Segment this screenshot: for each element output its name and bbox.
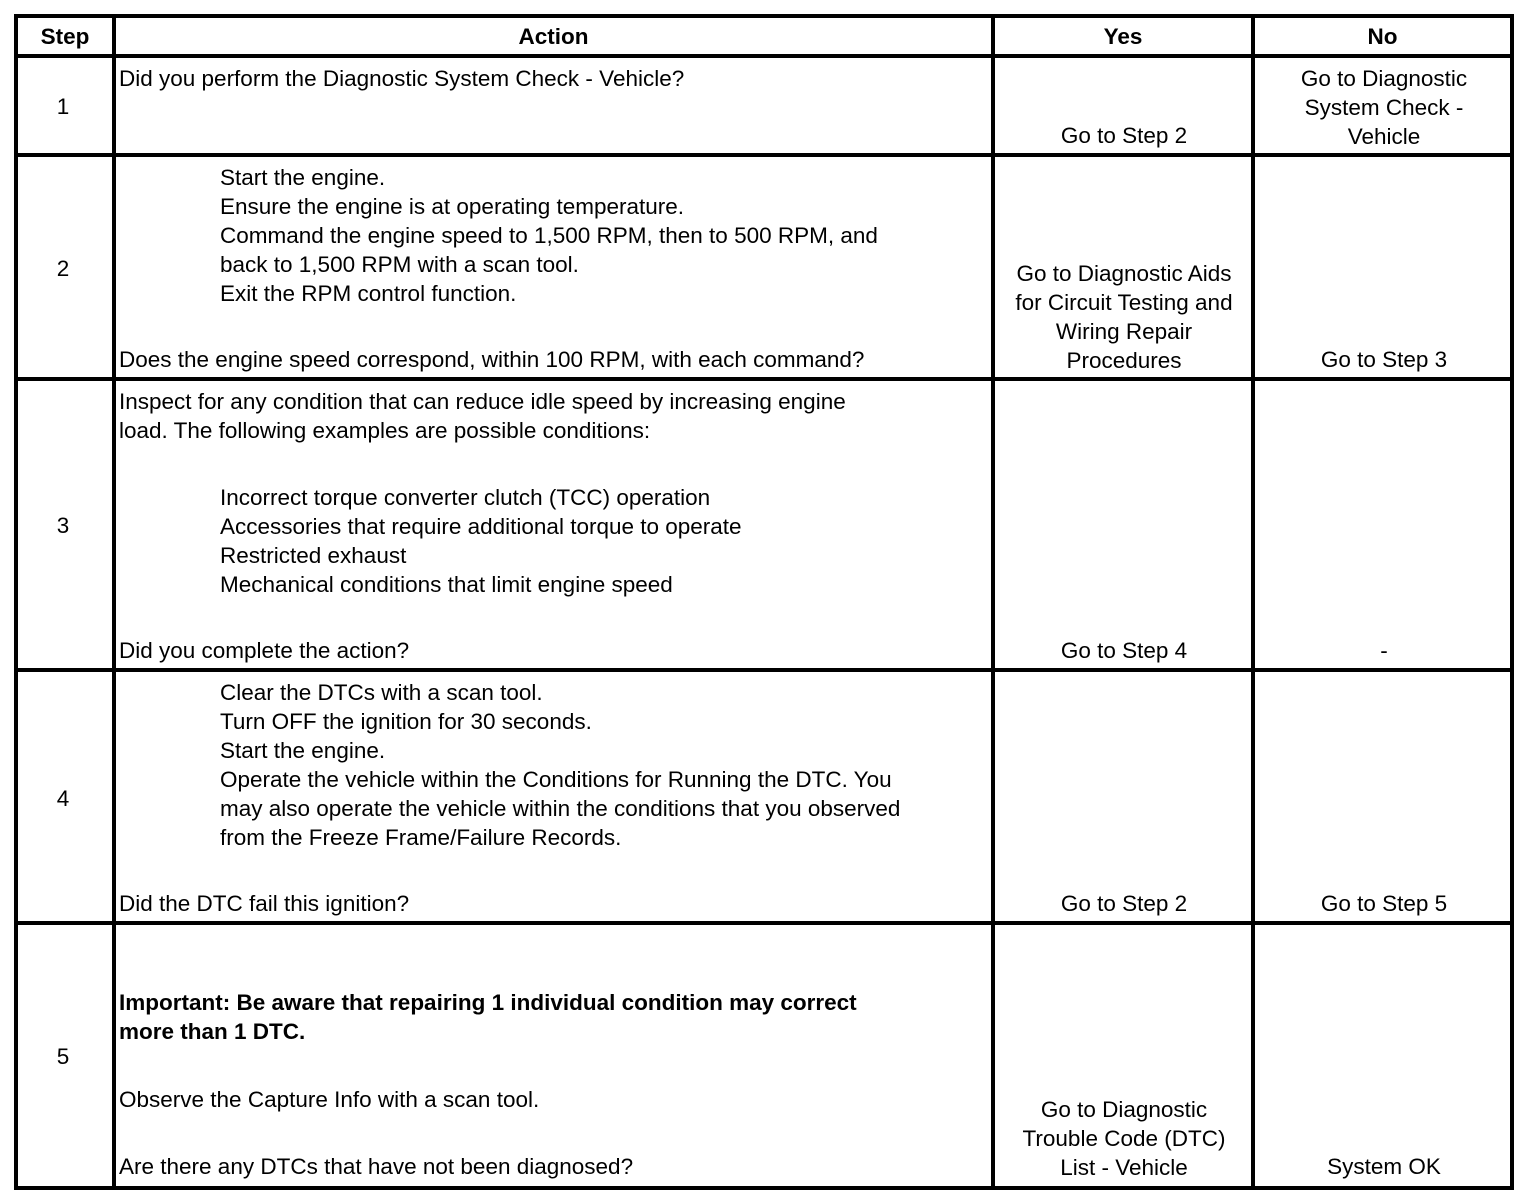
no-line: Go to Diagnostic xyxy=(1300,66,1468,91)
important-note xyxy=(119,988,989,1046)
header-no: No xyxy=(1367,24,1398,49)
yes-line: Go to Diagnostic Aids xyxy=(1016,261,1232,286)
action-intro xyxy=(119,387,989,445)
yes-line: Wiring Repair xyxy=(1055,319,1193,344)
important-line: Important: Be aware that repairing 1 individual condition may correct xyxy=(119,990,857,1015)
action-question: Did the DTC fail this ignition? xyxy=(119,891,410,916)
action-intro-line: Inspect for any condition that can reduce idle speed by increasing engine xyxy=(119,389,846,414)
yes-outcome xyxy=(997,121,1251,150)
yes-line: Go to Step 2 xyxy=(1060,123,1188,148)
header-yes: Yes xyxy=(1103,24,1143,49)
yes-outcome xyxy=(997,1095,1251,1182)
column-divider xyxy=(1251,14,1255,1190)
row-divider xyxy=(14,153,1514,157)
action-question: Did you perform the Diagnostic System Check - Vehicle? xyxy=(119,66,685,91)
yes-line: List - Vehicle xyxy=(1060,1155,1188,1180)
no-line: Go to Step 3 xyxy=(1320,347,1448,372)
action-step-line: Start the engine. xyxy=(220,165,386,190)
row-divider xyxy=(14,377,1514,381)
action-step-line: Command the engine speed to 1,500 RPM, then to 500 RPM, and xyxy=(220,223,878,248)
step-number: 4 xyxy=(56,786,70,811)
table-border-left xyxy=(14,14,18,1190)
diagnostic-table xyxy=(14,14,1514,1190)
header-step: Step xyxy=(40,24,90,49)
action-steps xyxy=(119,163,989,308)
action-step-line: Operate the vehicle within the Conditions for Running the DTC. You xyxy=(220,767,892,792)
action-step-line: Ensure the engine is at operating temperature. xyxy=(220,194,685,219)
action-step-line: Turn OFF the ignition for 30 seconds. xyxy=(220,709,592,734)
yes-outcome xyxy=(997,889,1251,918)
no-outcome xyxy=(1257,64,1511,151)
no-outcome xyxy=(1257,1152,1511,1181)
action-step-line: from the Freeze Frame/Failure Records. xyxy=(220,825,622,850)
important-line: more than 1 DTC. xyxy=(119,1019,306,1044)
action-instruction: Observe the Capture Info with a scan tool. xyxy=(119,1087,540,1112)
yes-line: Go to Step 4 xyxy=(1060,638,1188,663)
action-intro-line: load. The following examples are possible conditions: xyxy=(119,418,651,443)
header-action: Action xyxy=(518,24,589,49)
action-step-line: Accessories that require additional torque to operate xyxy=(220,514,742,539)
yes-line: Go to Diagnostic xyxy=(1040,1097,1208,1122)
row-divider xyxy=(14,921,1514,925)
action-question: Does the engine speed correspond, within 100 RPM, with each command? xyxy=(119,347,865,372)
no-line: Go to Step 5 xyxy=(1320,891,1448,916)
action-step-line: Mechanical conditions that limit engine speed xyxy=(220,572,673,597)
yes-line: Go to Step 2 xyxy=(1060,891,1188,916)
yes-line: Trouble Code (DTC) xyxy=(1022,1126,1226,1151)
column-divider xyxy=(112,14,116,1190)
table-border-right xyxy=(1510,14,1514,1190)
action-step-line: back to 1,500 RPM with a scan tool. xyxy=(220,252,579,277)
table-border-top xyxy=(14,14,1514,18)
action-question: Are there any DTCs that have not been diagnosed? xyxy=(119,1154,634,1179)
action-step-line: Incorrect torque converter clutch (TCC) operation xyxy=(220,485,711,510)
action-step-line: Exit the RPM control function. xyxy=(220,281,517,306)
table-border-bottom xyxy=(14,1186,1514,1190)
column-divider xyxy=(991,14,995,1190)
step-number: 5 xyxy=(56,1044,70,1069)
step-number: 3 xyxy=(56,513,70,538)
no-outcome xyxy=(1257,889,1511,918)
action-step-line: may also operate the vehicle within the conditions that you observed xyxy=(220,796,901,821)
no-outcome xyxy=(1257,345,1511,374)
no-outcome xyxy=(1257,636,1511,665)
action-step-line: Start the engine. xyxy=(220,738,386,763)
no-line: System OK xyxy=(1327,1154,1441,1179)
row-divider xyxy=(14,668,1514,672)
action-steps xyxy=(119,483,989,599)
yes-line: Procedures xyxy=(1066,348,1182,373)
yes-line: for Circuit Testing and xyxy=(1015,290,1233,315)
no-line: - xyxy=(1380,638,1388,663)
action-step-line: Restricted exhaust xyxy=(220,543,407,568)
no-line: Vehicle xyxy=(1347,124,1421,149)
step-number: 2 xyxy=(56,256,70,281)
no-line: System Check - xyxy=(1304,95,1464,120)
yes-outcome xyxy=(997,259,1251,375)
action-steps xyxy=(119,678,989,852)
yes-outcome xyxy=(997,636,1251,665)
action-question: Did you complete the action? xyxy=(119,638,410,663)
step-number: 1 xyxy=(56,94,70,119)
action-step-line: Clear the DTCs with a scan tool. xyxy=(220,680,543,705)
